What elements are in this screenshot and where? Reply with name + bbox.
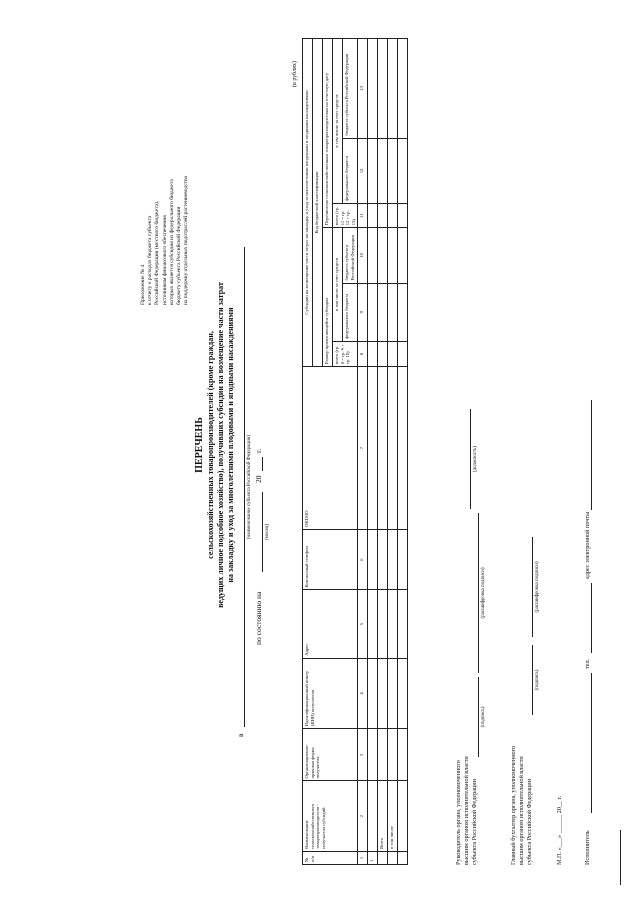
- total-row-label: Всего: [378, 781, 388, 851]
- head-line: Руководитель органа, уполномоченного: [455, 760, 462, 865]
- column-number: 13: [358, 39, 368, 139]
- header-cell: Наименование сельскохозяйственного товаропроизводителя - получателя субсидий: [303, 781, 358, 851]
- header-cell: бюджета субъекта Российской Федерации: [343, 39, 358, 139]
- column-number: 12: [358, 138, 368, 203]
- header-cell: Адрес: [303, 590, 358, 658]
- year-prefix: 20: [254, 475, 263, 483]
- appendix-line: на поддержку отдельных подотраслей растениеводства: [183, 175, 190, 305]
- column-number: 2: [358, 781, 368, 851]
- bottom-rule: [620, 830, 621, 885]
- executor-label: Исполнитель: [584, 830, 591, 865]
- appendix-line: источником финансового обеспечения: [161, 215, 168, 305]
- subject-caption: (наименование субъекта Российской Федерации): [247, 434, 252, 540]
- header-cell: всего (гр. 8 = гр. 9 + гр. 10): [333, 341, 358, 366]
- header-cell: Код бюджетной классификации: [313, 39, 323, 367]
- header-cell: Идентификационный номер (ИНН) получателя: [303, 658, 358, 728]
- phone-label: тел.: [584, 658, 591, 669]
- header-cell: Организационно-правовая форма получателя: [303, 729, 358, 781]
- in-prefix: в: [236, 733, 245, 737]
- column-number: 5: [358, 590, 368, 658]
- header-cell: федерального бюджета: [343, 138, 358, 203]
- month-caption: (месяц): [265, 523, 270, 541]
- head-line: субъекта Российской Федерации: [471, 779, 478, 865]
- head-sign-caption: (подпись): [481, 706, 486, 728]
- column-number: 3: [358, 729, 368, 781]
- title-line-2: ведущих личное подсобное хозяйство), получивших субсидии на возмещение части затрат: [216, 282, 225, 608]
- header-cell: ОКТМО: [303, 367, 358, 530]
- executor-line: [591, 673, 592, 813]
- month-line: [262, 492, 263, 572]
- accountant-line: Главный бухгалтер органа, уполномоченного: [510, 745, 517, 865]
- head-decoding-line: [478, 513, 479, 673]
- appendix-note: [140, 45, 190, 305]
- subject-line: [244, 247, 245, 727]
- header-cell: Контактный телефон: [303, 530, 358, 590]
- head-sign-line: [478, 677, 479, 757]
- table-row: [368, 39, 378, 865]
- accountant-line: субъекта Российской Федерации: [526, 779, 533, 865]
- email-label: адрес электронной почты: [584, 511, 591, 579]
- appendix-line: Российской Федерации (местного бюджета),: [154, 200, 161, 305]
- column-number: 8: [358, 341, 368, 366]
- column-number: 6: [358, 530, 368, 590]
- accountant-line: высшим органом исполнительной власти: [518, 756, 525, 865]
- table-row: [398, 39, 408, 865]
- title-line-3: на закладку и уход за многолетними плодовыми и ягодными насаждениями: [226, 307, 235, 583]
- head-signatory: [455, 665, 479, 865]
- header-cell: Перечислено сельскохозяйственным товаропроизводителям на отчетную дату: [323, 39, 333, 228]
- year-suffix: г.: [254, 448, 263, 453]
- row-number: 1: [368, 851, 378, 864]
- header-cell: Размер причитающейся субсидии: [323, 228, 333, 367]
- column-number: 10: [358, 228, 368, 283]
- title-line-1: сельскохозяйственных товаропроизводителей (кроме граждан,: [206, 331, 215, 559]
- appendix-line: Приложение № 4: [140, 264, 146, 305]
- column-number: 11: [358, 204, 368, 228]
- header-cell: федерального бюджета: [343, 283, 358, 341]
- column-number: 9: [358, 283, 368, 341]
- header-cell: в том числе за счет средств: [333, 228, 343, 342]
- accountant-sign-line: [532, 645, 533, 715]
- column-number: 1: [358, 851, 368, 864]
- position-caption: (должность): [473, 445, 478, 473]
- units-note: (в рублях): [292, 61, 298, 87]
- column-number: 4: [358, 658, 368, 728]
- table-row: [378, 39, 388, 865]
- accountant-signatory: [510, 665, 534, 865]
- table-header-row: [303, 39, 313, 865]
- header-cell: бюджета субъекта Российской Федерации: [343, 228, 358, 283]
- as-of-label: по состоянию на: [254, 591, 263, 645]
- position-line: [470, 409, 471, 509]
- header-cell: № п/п: [303, 851, 358, 864]
- header-cell: Субсидии на возмещение части затрат на закладку и уход за многолетними плодовыми и ягодными насаждениями: [303, 39, 313, 367]
- head-line: высшим органом исполнительной власти: [463, 756, 470, 865]
- page-title: ПЕРЕЧЕНЬ: [194, 417, 205, 473]
- accountant-decoding-line: [532, 537, 533, 637]
- header-cell: в том числе за счет средств: [333, 39, 343, 204]
- email-line: [591, 400, 592, 510]
- stamp-date: М.П. «___» ______ 20__ г.: [556, 795, 563, 865]
- column-number: 7: [358, 367, 368, 530]
- data-table: [302, 38, 408, 865]
- year-line: [262, 457, 263, 471]
- column-number-row: [358, 39, 368, 865]
- table-row: [388, 39, 398, 865]
- including-row-label: в том числе: [388, 781, 398, 851]
- appendix-line: к отчету о расходах бюджета субъекта: [147, 215, 154, 305]
- accountant-decoding-caption: (расшифровка подписи): [535, 561, 540, 613]
- appendix-line: бюджету субъекта Российской Федерации: [176, 206, 183, 305]
- header-cell: всего (гр. 11 = гр. 12 + гр. 13): [333, 204, 358, 228]
- accountant-sign-caption: (подпись): [535, 669, 540, 691]
- phone-line: [591, 583, 592, 653]
- head-decoding-caption: (расшифровка подписи): [481, 567, 486, 619]
- appendix-line: которых является субсидия из федерального бюджета: [168, 179, 175, 305]
